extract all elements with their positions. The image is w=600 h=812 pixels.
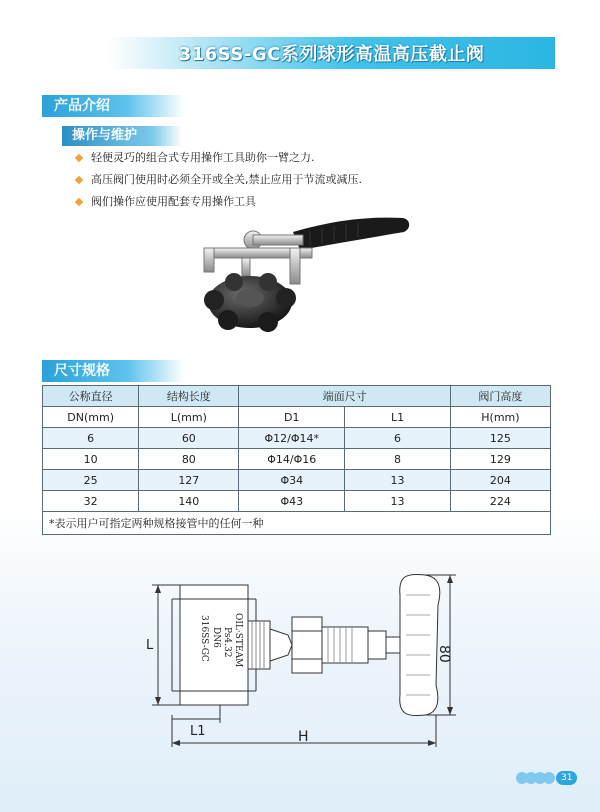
table-cell: 80	[139, 449, 239, 470]
table-cell: 204	[450, 470, 550, 491]
table-cell: 60	[139, 428, 239, 449]
title-bar	[108, 37, 555, 69]
table-note-row	[43, 512, 551, 535]
operation-tool-illustration	[198, 210, 418, 340]
bullet-item	[76, 150, 362, 172]
table-cell: 6	[43, 428, 139, 449]
unit-dn: DN(mm)	[43, 407, 139, 428]
table-row	[43, 428, 551, 449]
section-header-spec: 尺寸规格	[42, 360, 184, 382]
bullet-item	[76, 172, 362, 194]
dim-l-label: L	[146, 638, 154, 653]
body-marking-model: 316SS-GC	[199, 615, 209, 662]
table-row	[43, 491, 551, 512]
bullet-text: 轻便灵巧的组合式专用操作工具助你一臂之力.	[91, 151, 315, 164]
table-cell: 13	[345, 491, 451, 512]
header-nominal: 公称直径	[43, 386, 139, 407]
table-cell: 6	[345, 428, 451, 449]
table-row	[43, 470, 551, 491]
table-cell: 10	[43, 449, 139, 470]
bullet-diamond-icon	[75, 198, 83, 206]
page-number-badge: 31	[556, 771, 577, 785]
section-header-intro: 产品介绍	[42, 95, 184, 117]
table-cell: Φ14/Φ16	[239, 449, 345, 470]
page-number	[516, 771, 577, 785]
table-note: *表示用户可指定两种规格接管中的任何一种	[43, 512, 551, 535]
table-cell: 32	[43, 491, 139, 512]
valve-dimension-drawing	[140, 565, 460, 755]
bullet-text: 高压阀门使用时必须全开或全关,禁止应用于节流或减压.	[91, 173, 362, 186]
unit-l1: L1	[345, 407, 451, 428]
header-length: 结构长度	[139, 386, 239, 407]
table-cell: 224	[450, 491, 550, 512]
table-cell: 127	[139, 470, 239, 491]
table-cell: 140	[139, 491, 239, 512]
table-cell: 125	[450, 428, 550, 449]
bullet-diamond-icon	[75, 154, 83, 162]
unit-d1: D1	[239, 407, 345, 428]
header-height: 阀门高度	[450, 386, 550, 407]
header-end-size: 端面尺寸	[239, 386, 451, 407]
page-title: 316SS-GC系列球形高温高压截止阀	[178, 44, 485, 65]
table-cell: 13	[345, 470, 451, 491]
dim-80-label: 80	[436, 645, 452, 663]
bullet-list	[76, 150, 362, 216]
unit-h: H(mm)	[450, 407, 550, 428]
body-marking-dn: DN6	[211, 627, 221, 648]
sub-header-operation: 操作与维护	[62, 126, 182, 146]
dim-l1-label: L1	[190, 724, 206, 739]
page-dot-icon	[543, 772, 555, 784]
table-row	[43, 449, 551, 470]
table-cell: 129	[450, 449, 550, 470]
table-cell: Φ12/Φ14*	[239, 428, 345, 449]
table-cell: 8	[345, 449, 451, 470]
body-marking-pressure: Ps4.32	[222, 627, 232, 658]
table-cell: Φ34	[239, 470, 345, 491]
table-cell: 25	[43, 470, 139, 491]
bullet-text: 阀们操作应使用配套专用操作工具	[91, 195, 256, 208]
bullet-diamond-icon	[75, 176, 83, 184]
body-marking-medium: OIL·STEAM	[233, 613, 243, 668]
spec-table	[42, 385, 551, 535]
table-cell: Φ43	[239, 491, 345, 512]
dim-h-label: H	[298, 729, 309, 745]
unit-l: L(mm)	[139, 407, 239, 428]
